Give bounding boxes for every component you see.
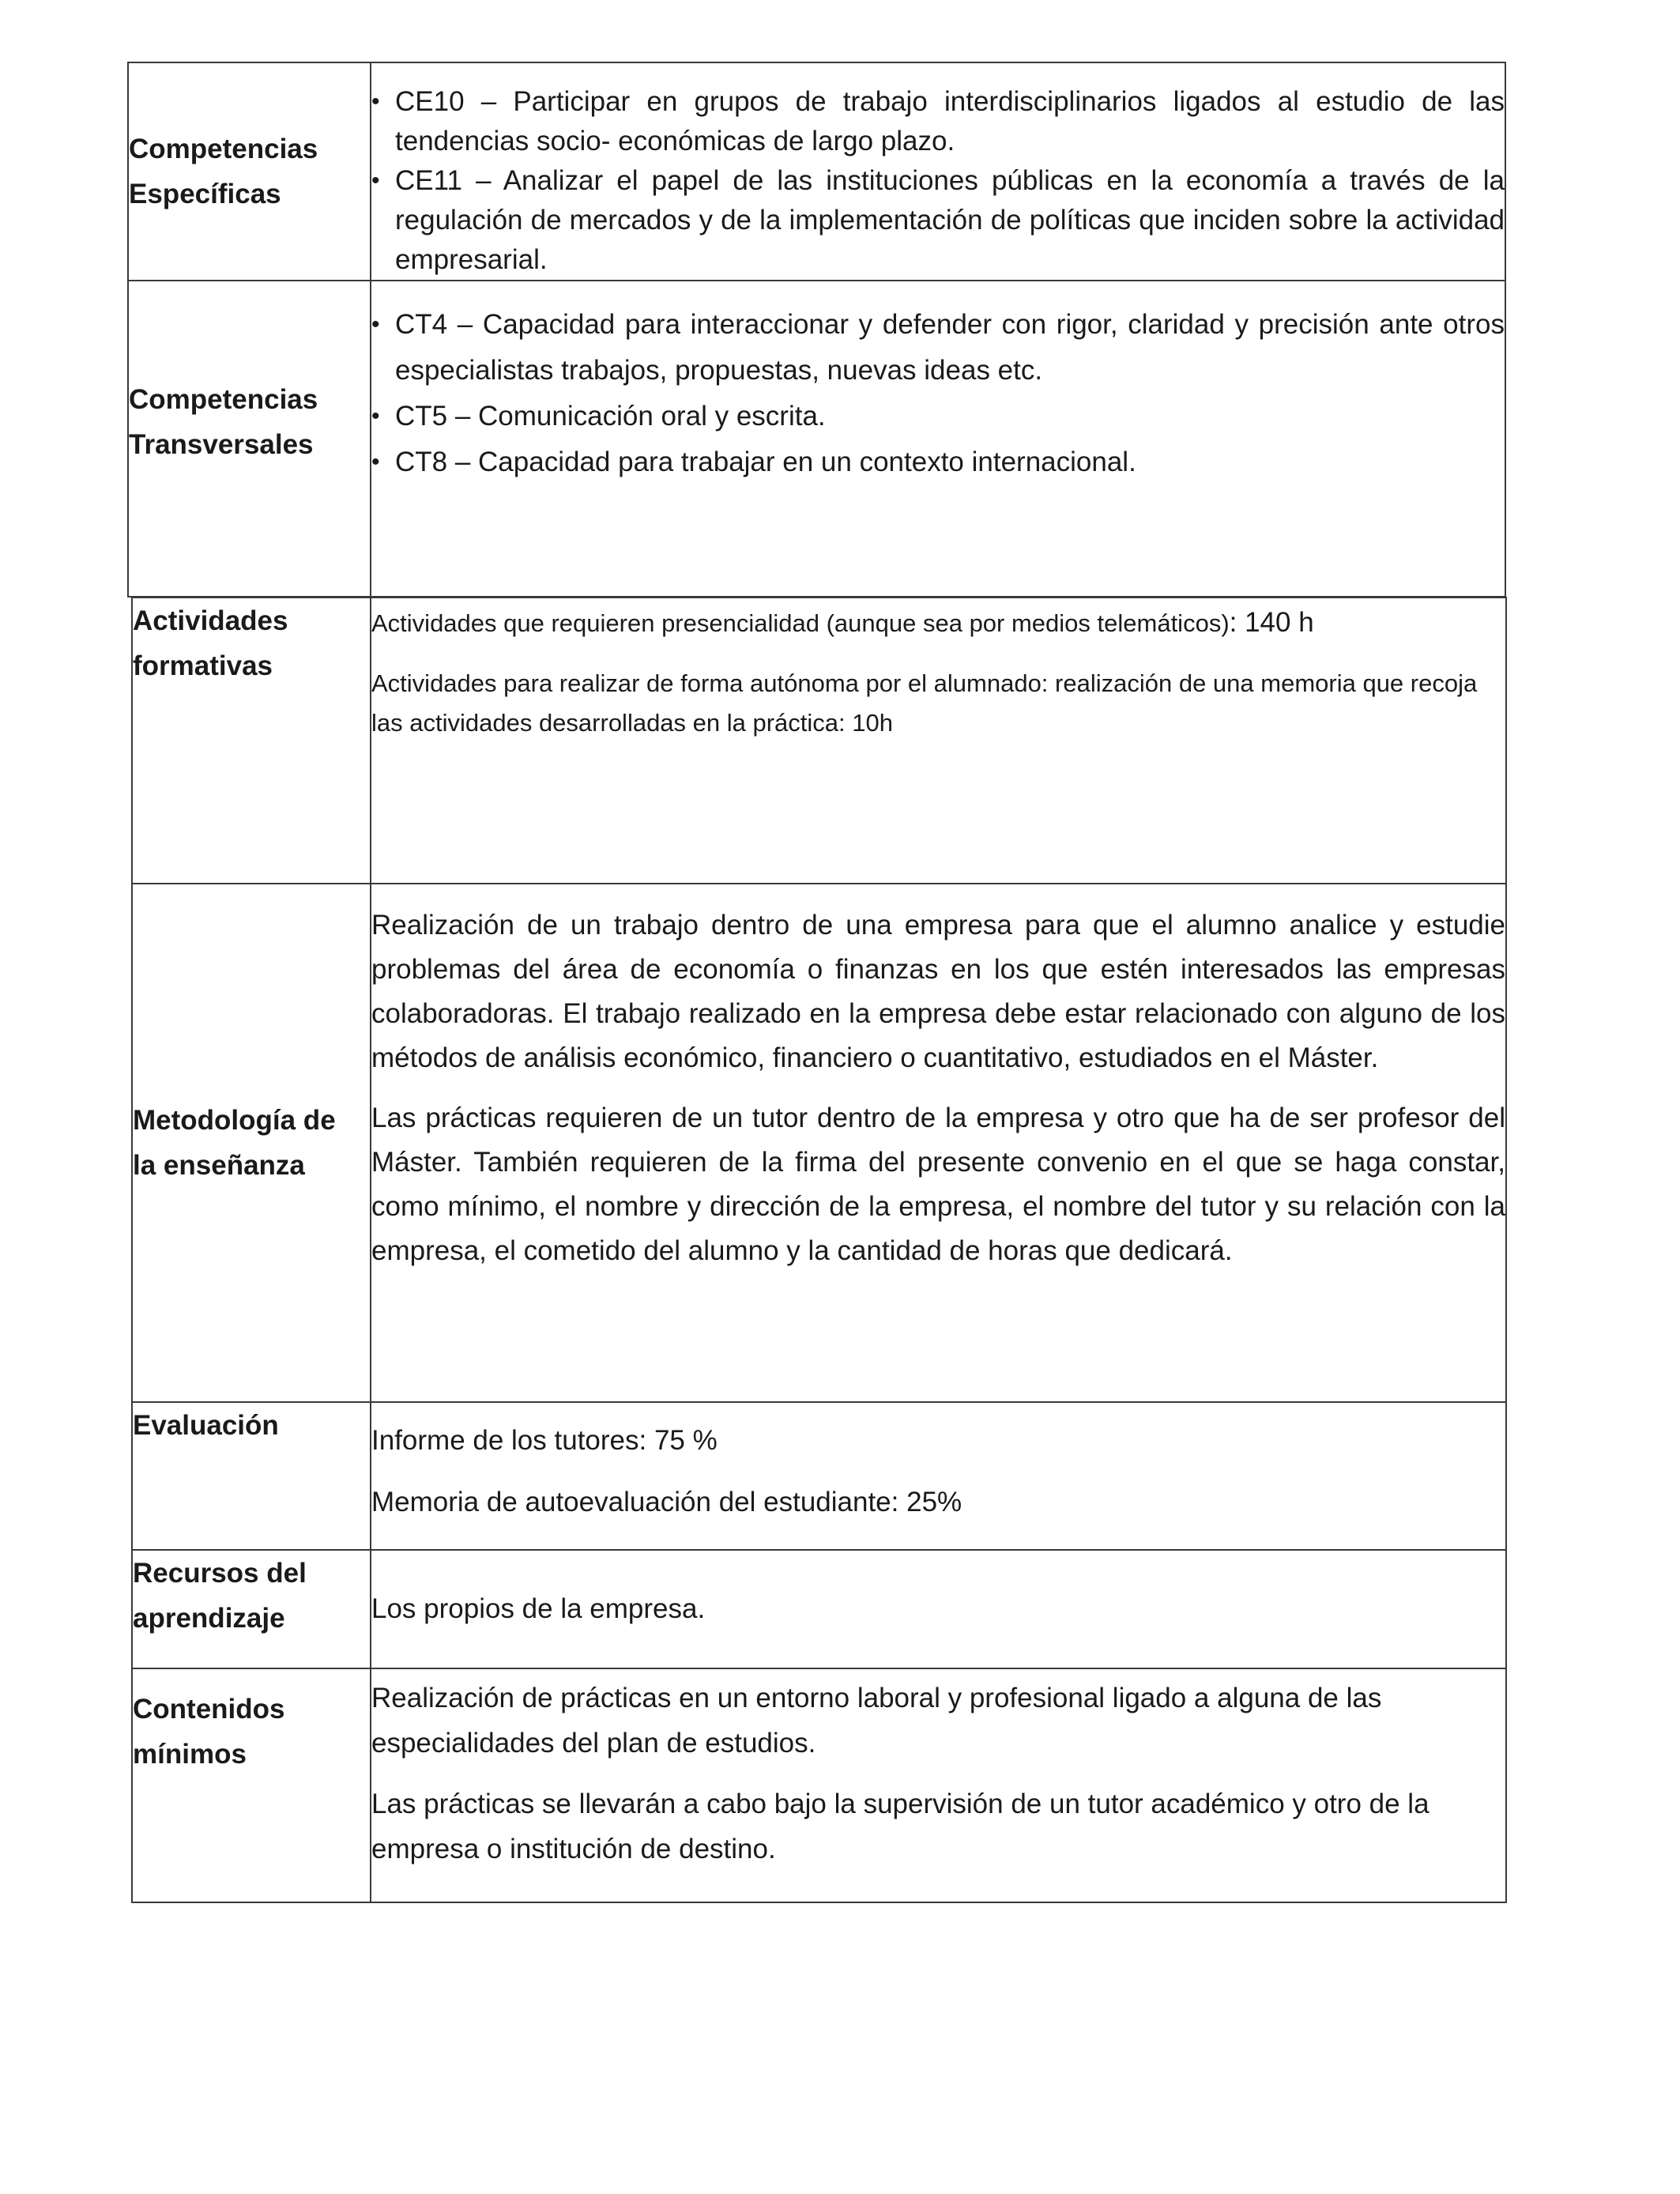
contents-paragraph: Las prácticas se llevarán a cabo bajo la supervisión de un tutor académico y otro de la empresa o institución de destino. — [371, 1789, 1430, 1864]
content-cell — [371, 1550, 1506, 1668]
content-cell — [371, 281, 1505, 597]
label-cell — [132, 884, 371, 1402]
row-label-line: Competencias — [129, 134, 318, 164]
activities-autonoma: Actividades para realizar de forma autónoma por el alumnado: realización de una memoria que recoja las actividades desarrolladas en la práctica: 10h — [371, 669, 1478, 737]
row-label-line: Metodología de — [133, 1105, 336, 1136]
bullet-icon: • — [371, 449, 380, 475]
row-competencias-especificas — [128, 62, 1505, 281]
row-label-line: Específicas — [129, 179, 281, 209]
row-label-line: Transversales — [129, 429, 314, 460]
row-label-line: aprendizaje — [133, 1603, 285, 1634]
row-label-line: Contenidos — [133, 1694, 285, 1725]
competencias-table — [127, 62, 1506, 598]
row-contenidos — [132, 1668, 1506, 1902]
row-label-line: Competencias — [129, 384, 318, 415]
methodology-paragraph: Las prácticas requieren de un tutor dentro de la empresa y otro que ha de ser profesor del Máster. También requieren de la firma del presente convenio en el que se haga constar, como mínimo, el nombre y dirección de la empresa, el nombre del tutor y su relación con la empresa, el cometido del alumno y la cantidad de horas que dedicará. — [371, 1103, 1505, 1266]
label-cell — [132, 1668, 371, 1902]
row-label-line: Actividades — [133, 605, 288, 636]
row-actividades-formativas — [132, 598, 1506, 884]
label-cell — [132, 1402, 371, 1550]
label-cell — [128, 62, 371, 281]
label-cell — [132, 598, 371, 884]
row-label-line: mínimos — [133, 1739, 247, 1770]
contents-paragraph: Realización de prácticas en un entorno laboral y profesional ligado a alguna de las especialidades del plan de estudios. — [371, 1683, 1382, 1759]
bullet-icon: • — [371, 311, 380, 337]
list-item: • CE11 – Analizar el papel de las instituciones públicas en la economía a través de la regulación de mercados y de la implementación de políticas que inciden sobre la actividad empresarial. — [371, 161, 1505, 280]
resources-text: Los propios de la empresa. — [371, 1593, 706, 1624]
list-item: • CT8 – Capacidad para trabajar en un contexto internacional. — [371, 439, 1505, 485]
row-label-line: Evaluación — [133, 1410, 279, 1441]
bullet-list — [371, 302, 1505, 485]
row-metodologia — [132, 884, 1506, 1402]
content-cell — [371, 62, 1505, 281]
bullet-icon: • — [371, 403, 380, 429]
content-cell — [371, 1668, 1506, 1902]
list-item: • CT4 – Capacidad para interaccionar y defender con rigor, claridad y precisión ante otros especialistas trabajos, propuestas, nuevas ideas etc. — [371, 302, 1505, 394]
details-table — [131, 597, 1507, 1903]
row-label-line: Recursos del — [133, 1558, 307, 1589]
evaluation-line: Informe de los tutores: 75 % — [371, 1425, 718, 1456]
list-item: • CE10 – Participar en grupos de trabajo interdisciplinarios ligados al estudio de las tendencias socio- económicas de largo plazo. — [371, 82, 1505, 161]
content-cell — [371, 598, 1506, 884]
bullet-list — [371, 82, 1505, 280]
bullet-icon: • — [371, 89, 380, 115]
content-cell — [371, 1402, 1506, 1550]
content-cell — [371, 884, 1506, 1402]
row-recursos — [132, 1550, 1506, 1668]
row-evaluacion — [132, 1402, 1506, 1550]
label-cell — [128, 281, 371, 597]
row-competencias-transversales — [128, 281, 1505, 597]
evaluation-line: Memoria de autoevaluación del estudiante: 25% — [371, 1487, 962, 1517]
bullet-icon: • — [371, 168, 380, 194]
row-label-line: formativas — [133, 650, 273, 681]
label-cell — [132, 1550, 371, 1668]
methodology-paragraph: Realización de un trabajo dentro de una empresa para que el alumno analice y estudie problemas del área de economía o finanzas en los que estén interesados las empresas colaboradoras. El trabajo realizado en la empresa debe estar relacionado con alguno de los métodos de análisis económico, financiero o cuantitativo, estudiados en el Máster. — [371, 910, 1505, 1073]
activities-presencial: Actividades que requieren presencialidad (aunque sea por medios telemáticos): 140 h — [371, 607, 1314, 638]
list-item: • CT5 – Comunicación oral y escrita. — [371, 394, 1505, 439]
row-label-line: la enseñanza — [133, 1150, 305, 1181]
